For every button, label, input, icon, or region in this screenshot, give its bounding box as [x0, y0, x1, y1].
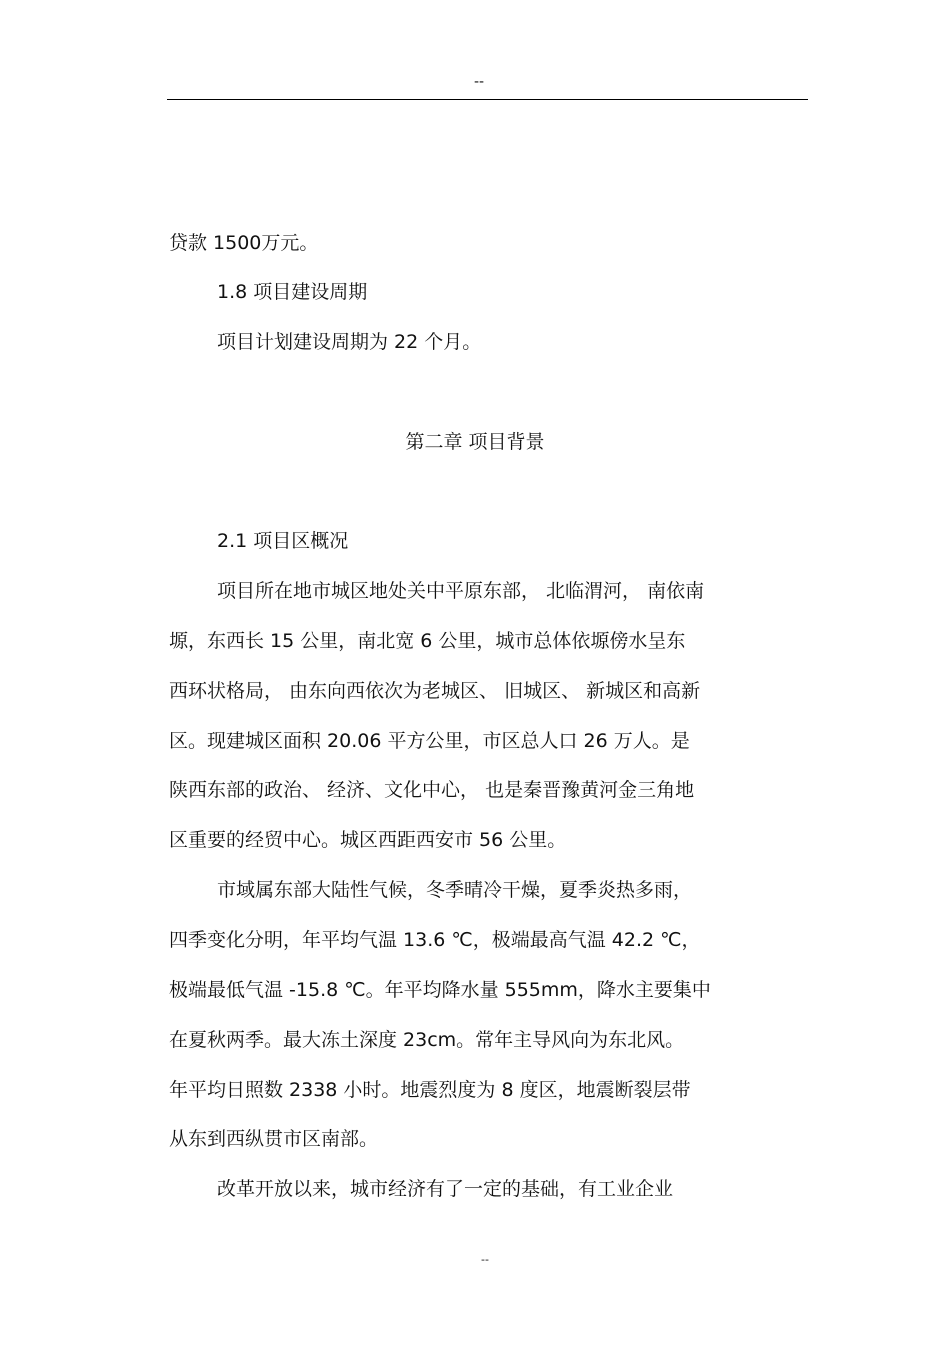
body-line: 改革开放以来，城市经济有了一定的基础，有工业企业 — [217, 1178, 674, 1200]
body-line: 市域属东部大陆性气候，冬季晴冷干燥，夏季炎热多雨， — [217, 879, 693, 901]
body-line: 西环状格局， 由东向西依次为老城区、 旧城区、 新城区和高新 — [169, 680, 701, 702]
header-mark: -- — [474, 74, 485, 90]
section-heading-2-1: 2.1 项目区概况 — [217, 530, 349, 552]
body-line: 在夏秋两季。最大冻土深度 23cm。常年主导风向为东北风。 — [169, 1029, 685, 1051]
chapter-title: 第二章 项目背景 — [405, 431, 545, 453]
body-line: 塬，东西长 15 公里，南北宽 6 公里，城市总体依塬傍水呈东 — [169, 630, 686, 652]
body-line: 四季变化分明，年平均气温 13.6 ℃，极端最高气温 42.2 ℃， — [169, 929, 701, 951]
body-line: 从东到西纵贯市区南部。 — [169, 1128, 379, 1150]
body-line: 项目所在地市城区地处关中平原东部， 北临渭河， 南依南 — [217, 580, 705, 602]
header-rule — [167, 99, 808, 100]
body-line: 年平均日照数 2338 小时。地震烈度为 8 度区，地震断裂层带 — [169, 1079, 691, 1101]
body-line: 贷款 1500万元。 — [169, 232, 319, 254]
body-line: 项目计划建设周期为 22 个月。 — [217, 331, 482, 353]
body-line: 极端最低气温 -15.8 ℃。年平均降水量 555mm，降水主要集中 — [169, 979, 711, 1001]
footer-mark: -- — [481, 1253, 489, 1266]
body-line: 陕西东部的政治、 经济、文化中心， 也是秦晋豫黄河金三角地 — [169, 779, 695, 801]
section-heading-1-8: 1.8 项目建设周期 — [217, 281, 368, 303]
body-line: 区重要的经贸中心。城区西距西安市 56 公里。 — [169, 829, 567, 851]
body-line: 区。现建城区面积 20.06 平方公里，市区总人口 26 万人。是 — [169, 730, 690, 752]
